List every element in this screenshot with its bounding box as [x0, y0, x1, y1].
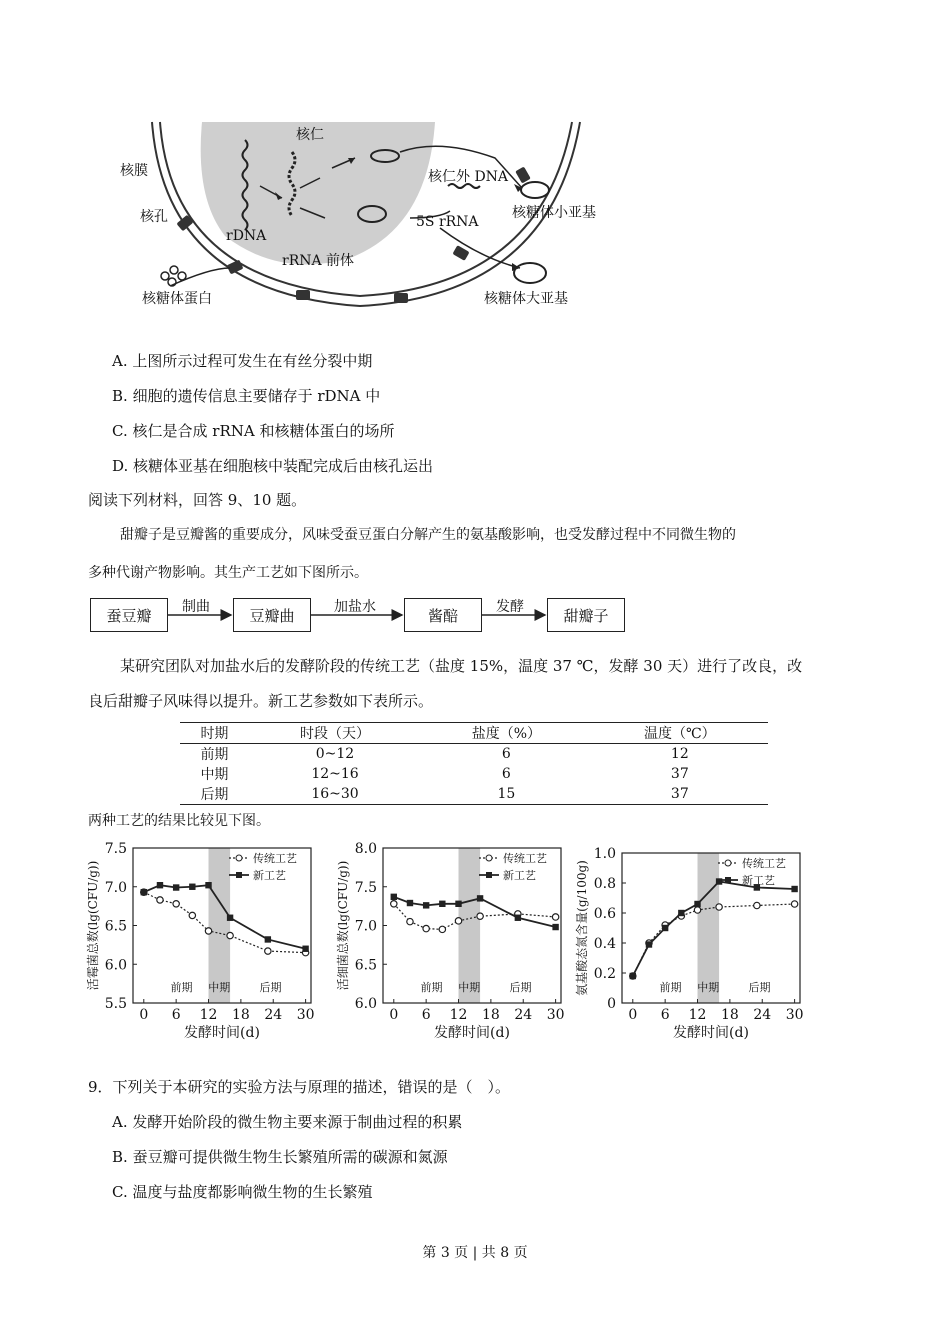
data-point-traditional — [439, 926, 445, 932]
legend-label: 传统工艺 — [253, 852, 297, 865]
label-extra-nucleolar-dna: 核仁外 DNA — [428, 169, 509, 185]
phase-label: 中期 — [458, 981, 481, 994]
data-point-traditional — [157, 897, 163, 903]
phase-label: 前期 — [170, 981, 193, 994]
data-point-new — [173, 884, 179, 890]
data-point-traditional — [205, 928, 211, 934]
x-tick-label: 24 — [264, 1007, 283, 1023]
data-point-traditional — [423, 925, 429, 931]
legend-marker — [725, 877, 731, 883]
y-tick-label: 0.6 — [593, 906, 616, 922]
data-point-new — [302, 946, 308, 952]
q9-stem: 9．下列关于本研究的实验方法与原理的描述，错误的是（ ）。 — [88, 1078, 511, 1096]
phase-label: 后期 — [259, 981, 282, 994]
data-point-traditional — [227, 932, 233, 938]
x-tick-label: 0 — [628, 1007, 638, 1023]
label-rrna-precursor: rRNA 前体 — [282, 253, 355, 269]
data-point-new — [439, 901, 445, 907]
data-point-new — [205, 882, 211, 888]
x-tick-label: 0 — [139, 1007, 149, 1023]
x-tick-label: 6 — [421, 1007, 431, 1023]
y-tick-label: 8.0 — [354, 841, 377, 857]
x-tick-label: 18 — [720, 1007, 739, 1023]
flow-box-moromi: 酱醅 — [404, 598, 482, 632]
data-point-new — [646, 941, 652, 947]
legend-marker — [486, 872, 492, 878]
reading-intro: 阅读下列材料，回答 9、10 题。 — [88, 491, 307, 509]
data-point-new — [157, 882, 163, 888]
y-tick-label: 6.0 — [104, 957, 127, 974]
y-tick-label: 5.5 — [104, 996, 127, 1012]
x-tick-label: 24 — [753, 1007, 772, 1023]
data-point-new — [455, 901, 461, 907]
data-point-new — [477, 895, 483, 901]
data-point-traditional — [189, 912, 195, 918]
y-tick-label: 0.8 — [593, 876, 616, 892]
y-tick-label: 6.5 — [104, 918, 127, 935]
q9-option-c: C. 温度与盐度都影响微生物的生长繁殖 — [112, 1183, 373, 1201]
phase-label: 中期 — [208, 981, 231, 994]
table-header: 盐度（%） — [421, 723, 592, 744]
data-point-traditional — [694, 907, 700, 913]
flow-arrow-label-ferment: 发酵 — [496, 599, 524, 615]
q8-option-d: D. 核糖体亚基在细胞核中装配完成后由核孔运出 — [112, 457, 434, 475]
table-header: 时段（天） — [249, 723, 421, 744]
data-point-traditional — [791, 901, 797, 907]
y-axis-label: 活霉菌总数(lg(CFU/g)) — [86, 860, 100, 991]
x-tick-label: 30 — [546, 1007, 565, 1023]
x-tick-label: 12 — [199, 1007, 218, 1023]
flow-box-sweet-paste: 甜瓣子 — [547, 598, 625, 632]
data-point-traditional — [407, 918, 413, 924]
label-rdna: rDNA — [226, 228, 267, 244]
middle-phase-shade — [209, 848, 231, 1003]
data-point-new — [678, 910, 684, 916]
label-nuclear-membrane: 核膜 — [120, 163, 148, 179]
y-tick-label: 7.0 — [104, 879, 127, 896]
x-axis-label: 发酵时间(d) — [434, 1025, 510, 1041]
y-tick-label: 6.5 — [354, 957, 377, 974]
y-tick-label: 0 — [607, 996, 616, 1012]
data-point-traditional — [477, 913, 483, 919]
y-tick-label: 1.0 — [593, 846, 616, 862]
data-point-new — [391, 894, 397, 900]
q8-option-b: B. 细胞的遗传信息主要储存于 rDNA 中 — [112, 387, 381, 405]
data-point-traditional — [265, 948, 271, 954]
x-tick-label: 12 — [688, 1007, 707, 1023]
q9-option-a: A. 发酵开始阶段的微生物主要来源于制曲过程的积累 — [112, 1113, 463, 1131]
y-tick-label: 7.5 — [104, 841, 127, 857]
data-point-traditional — [552, 914, 558, 920]
data-point-new — [189, 884, 195, 890]
x-tick-label: 18 — [231, 1007, 250, 1023]
table-row: 中期 12~16 6 37 — [200, 766, 689, 783]
middle-phase-shade — [459, 848, 481, 1003]
y-tick-label: 0.4 — [593, 936, 616, 952]
y-axis-label: 活细菌总数(lg(CFU/g)) — [336, 860, 350, 991]
data-point-new — [227, 915, 233, 921]
legend-marker — [486, 855, 492, 861]
table-header-row — [180, 723, 768, 744]
data-point-new — [694, 901, 700, 907]
table-header: 温度（℃） — [592, 723, 768, 744]
data-point-new — [515, 915, 521, 921]
table-header: 时期 — [180, 723, 249, 744]
q8-option-c: C. 核仁是合成 rRNA 和核糖体蛋白的场所 — [112, 422, 395, 440]
flow-arrow-label-brine: 加盐水 — [334, 599, 376, 615]
x-tick-label: 30 — [785, 1007, 804, 1023]
process-parameter-table — [180, 722, 768, 805]
data-point-new — [423, 902, 429, 908]
data-point-new — [141, 889, 147, 895]
x-tick-label: 12 — [449, 1007, 468, 1023]
data-point-new — [552, 924, 558, 930]
data-point-traditional — [173, 901, 179, 907]
y-tick-label: 7.5 — [354, 879, 377, 896]
legend-marker — [236, 855, 242, 861]
label-large-subunit: 核糖体大亚基 — [484, 291, 568, 307]
phase-label: 后期 — [509, 981, 532, 994]
data-point-new — [662, 925, 668, 931]
label-ribosomal-protein: 核糖体蛋白 — [142, 291, 212, 307]
x-tick-label: 18 — [481, 1007, 500, 1023]
page-footer: 第 3 页 | 共 8 页 — [422, 1245, 528, 1261]
data-point-new — [407, 900, 413, 906]
label-nucleolus: 核仁 — [296, 127, 324, 143]
material-line-2: 多种代谢产物影响。其生产工艺如下图所示。 — [88, 565, 368, 581]
legend-label: 新工艺 — [503, 869, 536, 882]
y-axis-label: 氨基酸态氮含量(g/100g) — [575, 860, 589, 996]
flow-arrows — [0, 0, 950, 650]
fermentation-charts — [0, 838, 950, 1048]
y-tick-label: 7.0 — [354, 918, 377, 935]
label-small-subunit: 核糖体小亚基 — [512, 205, 596, 221]
data-point-new — [630, 973, 636, 979]
compare-text: 两种工艺的结果比较见下图。 — [88, 813, 270, 829]
phase-label: 前期 — [420, 981, 443, 994]
phase-label: 后期 — [748, 981, 771, 994]
legend-label: 传统工艺 — [742, 857, 786, 870]
data-point-new — [265, 936, 271, 942]
q9-option-b: B. 蚕豆瓣可提供微生物生长繁殖所需的碳源和氮源 — [112, 1148, 448, 1166]
x-tick-label: 24 — [514, 1007, 533, 1023]
data-point-traditional — [391, 901, 397, 907]
label-5s-rrna: 5S rRNA — [416, 214, 479, 230]
flow-box-bean-koji: 豆瓣曲 — [233, 598, 311, 632]
x-tick-label: 0 — [389, 1007, 399, 1023]
legend-label: 传统工艺 — [503, 852, 547, 865]
improve-line-2: 良后甜瓣子风味得以提升。新工艺参数如下表所示。 — [88, 692, 434, 710]
table-row: 前期 0~12 6 12 — [200, 746, 689, 763]
flow-arrow-label-koji: 制曲 — [182, 599, 210, 615]
improve-line-1: 某研究团队对加盐水后的发酵阶段的传统工艺（盐度 15%，温度 37 ℃，发酵 30 天）进行了改良，改 — [120, 657, 803, 675]
table-row: 后期 16~30 15 37 — [180, 784, 768, 805]
phase-label: 中期 — [697, 981, 720, 994]
x-tick-label: 6 — [660, 1007, 670, 1023]
x-tick-label: 30 — [296, 1007, 315, 1023]
x-axis-label: 发酵时间(d) — [673, 1025, 749, 1041]
legend-marker — [725, 860, 731, 866]
data-point-traditional — [754, 902, 760, 908]
y-tick-label: 6.0 — [354, 996, 377, 1012]
legend-label: 新工艺 — [742, 874, 775, 887]
material-line-1: 甜瓣子是豆瓣酱的重要成分，风味受蚕豆蛋白分解产生的氨基酸影响，也受发酵过程中不同微生物的 — [120, 527, 736, 543]
q8-option-a: A. 上图所示过程可发生在有丝分裂中期 — [112, 352, 373, 370]
legend-marker — [236, 872, 242, 878]
y-tick-label: 0.2 — [593, 966, 616, 982]
phase-label: 前期 — [659, 981, 682, 994]
label-nuclear-pore: 核孔 — [140, 209, 168, 225]
legend-label: 新工艺 — [253, 869, 286, 882]
data-point-traditional — [455, 918, 461, 924]
flow-box-broad-bean: 蚕豆瓣 — [90, 598, 168, 632]
data-point-new — [791, 886, 797, 892]
x-axis-label: 发酵时间(d) — [184, 1025, 260, 1041]
data-point-traditional — [716, 904, 722, 910]
x-tick-label: 6 — [171, 1007, 181, 1023]
